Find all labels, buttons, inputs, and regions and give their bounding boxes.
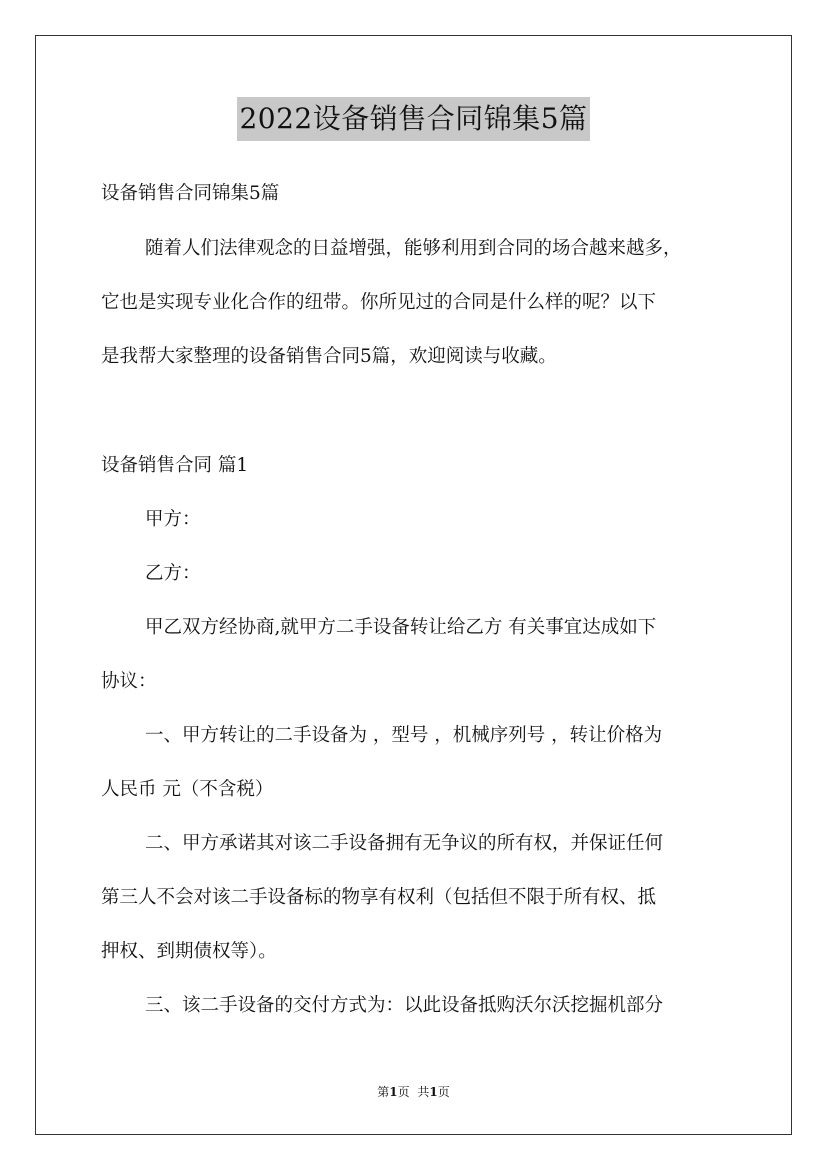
body-line: 是我帮大家整理的设备销售合同5篇，欢迎阅读与收藏。 [101, 346, 557, 367]
subtitle-line: 设备销售合同锦集5篇 [101, 183, 280, 204]
clause-1-line: 人民币 元（不含税） [101, 779, 274, 800]
page-number: 1 [389, 1085, 398, 1099]
party-b-label: 乙方： [145, 563, 201, 584]
body-line: 甲乙双方经协商,就甲方二手设备转让给乙方 有关事宜达成如下 [145, 617, 657, 638]
clause-3-line: 三、该二手设备的交付方式为：以此设备抵购沃尔沃挖掘机部分 [145, 995, 664, 1016]
body-line: 协议： [101, 671, 157, 692]
body-line: 它也是实现专业化合作的纽带。你所见过的合同是什么样的呢？以下 [101, 292, 657, 313]
page-prefix: 第 [377, 1085, 390, 1099]
page-footer [0, 1083, 827, 1100]
total-suffix: 页 [437, 1085, 450, 1099]
title-container [0, 97, 827, 141]
body-line: 随着人们法律观念的日益增强，能够利用到合同的场合越来越多， [145, 238, 682, 259]
page-suffix: 页 [397, 1085, 410, 1099]
clause-2-line: 押权、到期债权等）。 [101, 941, 277, 962]
clause-1-line: 一、甲方转让的二手设备为 ，型号 ，机械序列号 ，转让价格为 [145, 725, 663, 746]
total-pages: 1 [429, 1085, 438, 1099]
document-title: 2022设备销售合同锦集5篇 [237, 97, 589, 141]
total-prefix: 共 [417, 1085, 430, 1099]
clause-2-line: 第三人不会对该二手设备标的物享有权利（包括但不限于所有权、抵 [101, 887, 657, 908]
party-a-label: 甲方： [145, 509, 201, 530]
section-heading: 设备销售合同 篇1 [101, 455, 249, 476]
clause-2-line: 二、甲方承诺其对该二手设备拥有无争议的所有权，并保证任何 [145, 833, 664, 854]
